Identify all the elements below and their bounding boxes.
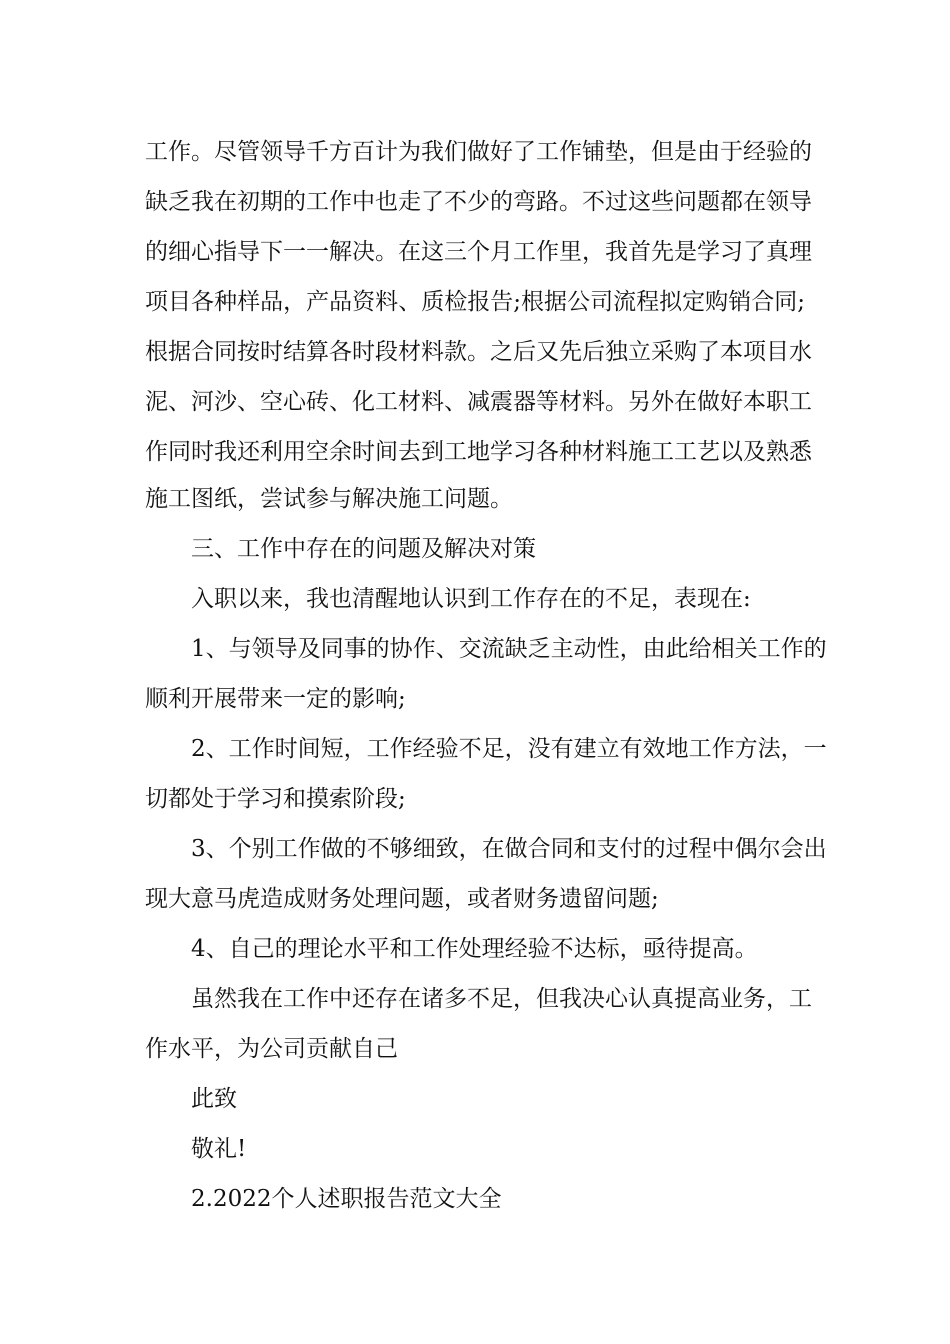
paragraph-line: 入职以来，我也清醒地认识到工作存在的不足，表现在:: [191, 586, 751, 612]
list-item-line: 2、工作时间短，工作经验不足，没有建立有效地工作方法，一: [191, 736, 827, 762]
paragraph-line: 泥、河沙、空心砖、化工材料、减震器等材料。另外在做好本职工: [145, 389, 812, 415]
list-item-line: 现大意马虎造成财务处理问题，或者财务遗留问题;: [145, 886, 659, 912]
list-item-line: 顺利开展带来一定的影响;: [145, 686, 406, 712]
closing-line: 此致: [191, 1086, 237, 1112]
list-item-line: 3、个别工作做的不够细致，在做合同和支付的过程中偶尔会出: [191, 836, 827, 862]
paragraph-line: 作水平，为公司贡献自己: [145, 1036, 398, 1062]
paragraph-line: 作同时我还利用空余时间去到工地学习各种材料施工工艺以及熟悉: [145, 439, 812, 465]
list-item-line: 切都处于学习和摸索阶段;: [145, 786, 406, 812]
paragraph-line: 工作。尽管领导千方百计为我们做好了工作铺垫，但是由于经验的: [145, 139, 812, 165]
next-heading: 2.2022个人述职报告范文大全: [191, 1186, 502, 1212]
list-item-line: 4、自己的理论水平和工作处理经验不达标，亟待提高。: [191, 936, 758, 962]
section-heading: 三、工作中存在的问题及解决对策: [191, 536, 536, 562]
paragraph-line: 虽然我在工作中还存在诸多不足，但我决心认真提高业务，工: [191, 986, 812, 1012]
list-item-line: 1、与领导及同事的协作、交流缺乏主动性，由此给相关工作的: [191, 636, 827, 662]
closing-line: 敬礼!: [191, 1136, 247, 1162]
paragraph-line: 施工图纸，尝试参与解决施工问题。: [145, 486, 513, 512]
paragraph-line: 缺乏我在初期的工作中也走了不少的弯路。不过这些问题都在领导: [145, 189, 812, 215]
paragraph-line: 的细心指导下一一解决。在这三个月工作里，我首先是学习了真理: [145, 239, 812, 265]
paragraph-line: 项目各种样品，产品资料、质检报告;根据公司流程拟定购销合同;: [145, 289, 805, 315]
paragraph-line: 根据合同按时结算各时段材料款。之后又先后独立采购了本项目水: [145, 339, 812, 365]
